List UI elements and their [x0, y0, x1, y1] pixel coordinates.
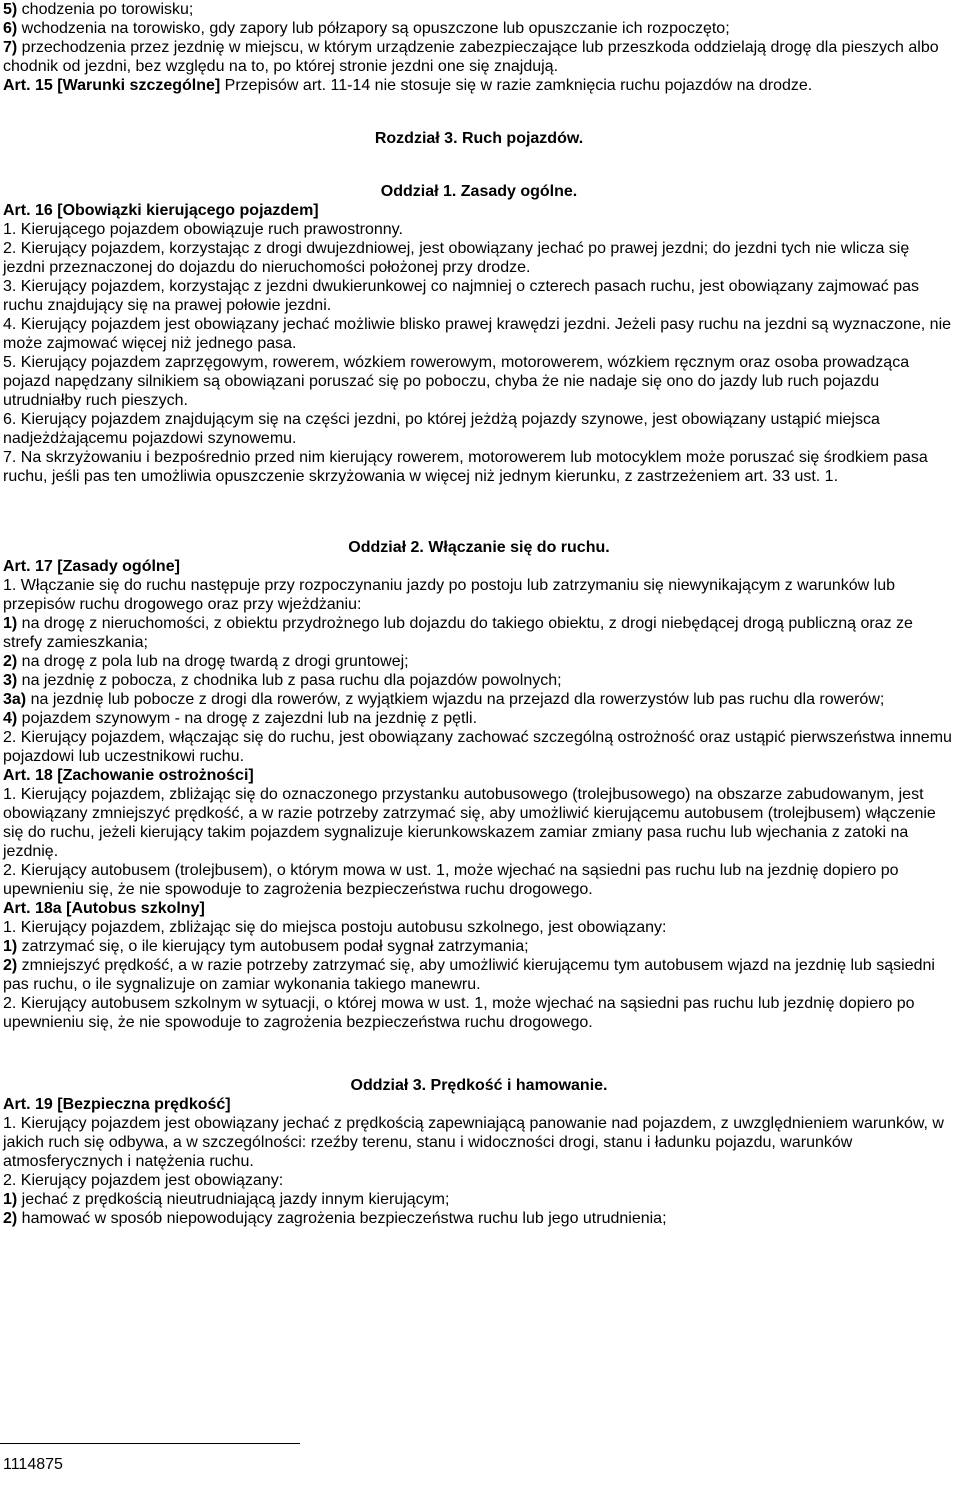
list-item	[3, 671, 955, 690]
paragraph: 1. Kierujący pojazdem, zbliżając się do oznaczonego przystanku autobusowego (trolejbusowego) na obszarze zabudowanym, jest obowiązany zmniejszyć prędkość, a w razie potrzeby zatrzymać się, aby umożliwić kierującemu autobusem (trolejbusem) włączenie się do ruchu, jeżeli kierujący takim pojazdem sygnalizuje kierunkowskazem zamiar zmiany pasa ruchu lub wjechania z zatoki na jezdnię.	[3, 786, 936, 860]
item-text: pojazdem szynowym - na drogę z zajezdni lub na jezdnię z pętli.	[17, 710, 478, 727]
item-text: hamować w sposób niepowodujący zagrożenia bezpieczeństwa ruchu lub jego utrudnienia;	[17, 1210, 667, 1227]
article-heading: Art. 17 [Zasady ogólne]	[3, 558, 180, 575]
item-number: 1)	[3, 1191, 18, 1208]
item-text: zatrzymać się, o ile kierujący tym autobusem podał sygnał zatrzymania;	[17, 938, 529, 955]
paragraph: 2. Kierujący pojazdem, korzystając z drogi dwujezdniowej, jest obowiązany jechać po prawej jezdni; do jezdni tych nie wlicza się jezdni przeznaczonej do dojazdu do nieruchomości położonej przy drodze.	[3, 240, 910, 276]
paragraph: 3. Kierujący pojazdem, korzystając z jezdni dwukierunkowej co najmniej o czterech pasach ruchu, jest obowiązany zajmować pas ruchu znajdujący się na prawej połowie jezdni.	[3, 278, 919, 314]
section-title: Oddział 3. Prędkość i hamowanie.	[350, 1077, 608, 1094]
item-text: na jezdnię z pobocza, z chodnika lub z pasa ruchu dla pojazdów powolnych;	[17, 672, 562, 689]
list-item	[3, 956, 955, 994]
item-number: 3)	[3, 672, 18, 689]
document-page	[3, 0, 955, 1228]
item-number: 2)	[3, 1210, 18, 1227]
list-item	[3, 19, 955, 38]
paragraph: 1. Kierujący pojazdem jest obowiązany jechać z prędkością zapewniającą panowanie nad pojazdem, z uwzględnieniem warunków, w jakich ruch się odbywa, a w szczególności: rzeźby terenu, stanu i widoczności drogi, stanu i ładunku pojazdu, warunków atmosferycznych i natężenia ruchu.	[3, 1115, 944, 1170]
paragraph: 1. Kierujący pojazdem, zbliżając się do miejsca postoju autobusu szkolnego, jest obowiązany:	[3, 919, 667, 936]
item-text: jechać z prędkością nieutrudniającą jazdy innym kierującym;	[17, 1191, 450, 1208]
item-number: 3a)	[3, 691, 27, 708]
document-number: 1114875	[3, 1456, 63, 1473]
list-item	[3, 38, 955, 76]
paragraph: 2. Kierujący autobusem (trolejbusem), o którym mowa w ust. 1, może wjechać na sąsiedni pas ruchu lub na jezdnię dopiero po upewnieniu się, że nie spowoduje to zagrożenia bezpieczeństwa ruchu drogowego.	[3, 862, 899, 898]
article-heading: Art. 18 [Zachowanie ostrożności]	[3, 767, 254, 784]
paragraph: 7. Na skrzyżowaniu i bezpośrednio przed nim kierujący rowerem, motorowerem lub motocyklem może poruszać się środkiem pasa ruchu, jeśli pas ten umożliwia opuszczenie skrzyżowania w więcej niż jednym kierunku, z zastrzeżeniem art. 33 ust. 1.	[3, 449, 928, 485]
article-text: Przepisów art. 11-14 nie stosuje się w razie zamknięcia ruchu pojazdów na drodze.	[220, 77, 813, 94]
article-15	[3, 76, 955, 95]
item-number: 1)	[3, 938, 18, 955]
item-number: 2)	[3, 957, 18, 974]
item-text: na jezdnię lub pobocze z drogi dla rowerów, z wyjątkiem wjazdu na przejazd dla rowerzystów lub pas ruchu dla rowerów;	[26, 691, 885, 708]
item-text: na drogę z nieruchomości, z obiektu przydrożnego lub dojazdu do takiego obiektu, z drogi niebędącej drogą publiczną oraz ze strefy zamieszkania;	[3, 615, 913, 651]
list-item	[3, 690, 955, 709]
item-number: 6)	[3, 20, 18, 37]
item-number: 5)	[3, 1, 18, 18]
item-number: 2)	[3, 653, 18, 670]
list-item	[3, 614, 955, 652]
item-text: na drogę z pola lub na drogę twardą z drogi gruntowej;	[17, 653, 409, 670]
item-text: chodzenia po torowisku;	[17, 1, 194, 18]
section-title: Oddział 1. Zasady ogólne.	[380, 183, 578, 200]
paragraph: 4. Kierujący pojazdem jest obowiązany jechać możliwie blisko prawej krawędzi jezdni. Jeżeli pasy ruchu na jezdni są wyznaczone, nie może zajmować więcej niż jednego pasa.	[3, 316, 952, 352]
article-heading: Art. 15 [Warunki szczególne]	[3, 77, 221, 94]
item-number: 4)	[3, 710, 18, 727]
page-footer	[0, 1443, 300, 1473]
paragraph: 5. Kierujący pojazdem zaprzęgowym, rowerem, wózkiem rowerowym, motorowerem, wózkiem ręcznym oraz osoba prowadząca pojazd napędzany silnikiem są obowiązani poruszać się po poboczu, chyba że nie nadaje się ono do jazdy lub ruch pojazdu utrudniałby ruch pieszych.	[3, 354, 910, 409]
article-heading: Art. 16 [Obowiązki kierującego pojazdem]	[3, 202, 319, 219]
list-item	[3, 1190, 955, 1209]
article-heading: Art. 18a [Autobus szkolny]	[3, 900, 205, 917]
paragraph: 2. Kierujący pojazdem, włączając się do ruchu, jest obowiązany zachować szczególną ostrożność oraz ustąpić pierwszeństwa innemu pojazdowi lub uczestnikowi ruchu.	[3, 729, 952, 765]
item-text: zmniejszyć prędkość, a w razie potrzeby zatrzymać się, aby umożliwić kierującemu tym autobusem wjazd na jezdnię lub sąsiedni pas ruchu, o ile sygnalizuje on zamiar wykonania takiego manewru.	[3, 957, 935, 993]
item-text: przechodzenia przez jezdnię w miejscu, w którym urządzenie zabezpieczające lub przeszkoda oddzielają drogę dla pieszych albo chodnik od jezdni, bez względu na to, po której stronie jezdni one się znajdują.	[3, 39, 939, 75]
item-number: 7)	[3, 39, 18, 56]
chapter-title: Rozdział 3. Ruch pojazdów.	[374, 130, 584, 147]
paragraph: 1. Kierującego pojazdem obowiązuje ruch prawostronny.	[3, 221, 403, 238]
paragraph: 2. Kierujący pojazdem jest obowiązany:	[3, 1172, 284, 1189]
list-item	[3, 0, 955, 19]
list-item	[3, 709, 955, 728]
paragraph: 2. Kierujący autobusem szkolnym w sytuacji, o której mowa w ust. 1, może wjechać na sąsiedni pas ruchu lub jezdnię dopiero po upewnieniu się, że nie spowoduje to zagrożenia bezpieczeństwa ruchu drogowego.	[3, 995, 915, 1031]
paragraph: 6. Kierujący pojazdem znajdującym się na części jezdni, po której jeżdżą pojazdy szynowe, jest obowiązany ustąpić miejsca nadjeżdżającemu pojazdowi szynowemu.	[3, 411, 880, 447]
paragraph: 1. Włączanie się do ruchu następuje przy rozpoczynaniu jazdy po postoju lub zatrzymaniu się niewynikającym z warunków lub przepisów ruchu drogowego oraz przy wjeżdżaniu:	[3, 577, 895, 613]
list-item	[3, 652, 955, 671]
section-title: Oddział 2. Włączanie się do ruchu.	[348, 539, 610, 556]
article-heading: Art. 19 [Bezpieczna prędkość]	[3, 1096, 231, 1113]
list-item	[3, 1209, 955, 1228]
item-number: 1)	[3, 615, 18, 632]
item-text: wchodzenia na torowisko, gdy zapory lub półzapory są opuszczone lub opuszczanie ich rozpoczęto;	[17, 20, 730, 37]
list-item	[3, 937, 955, 956]
